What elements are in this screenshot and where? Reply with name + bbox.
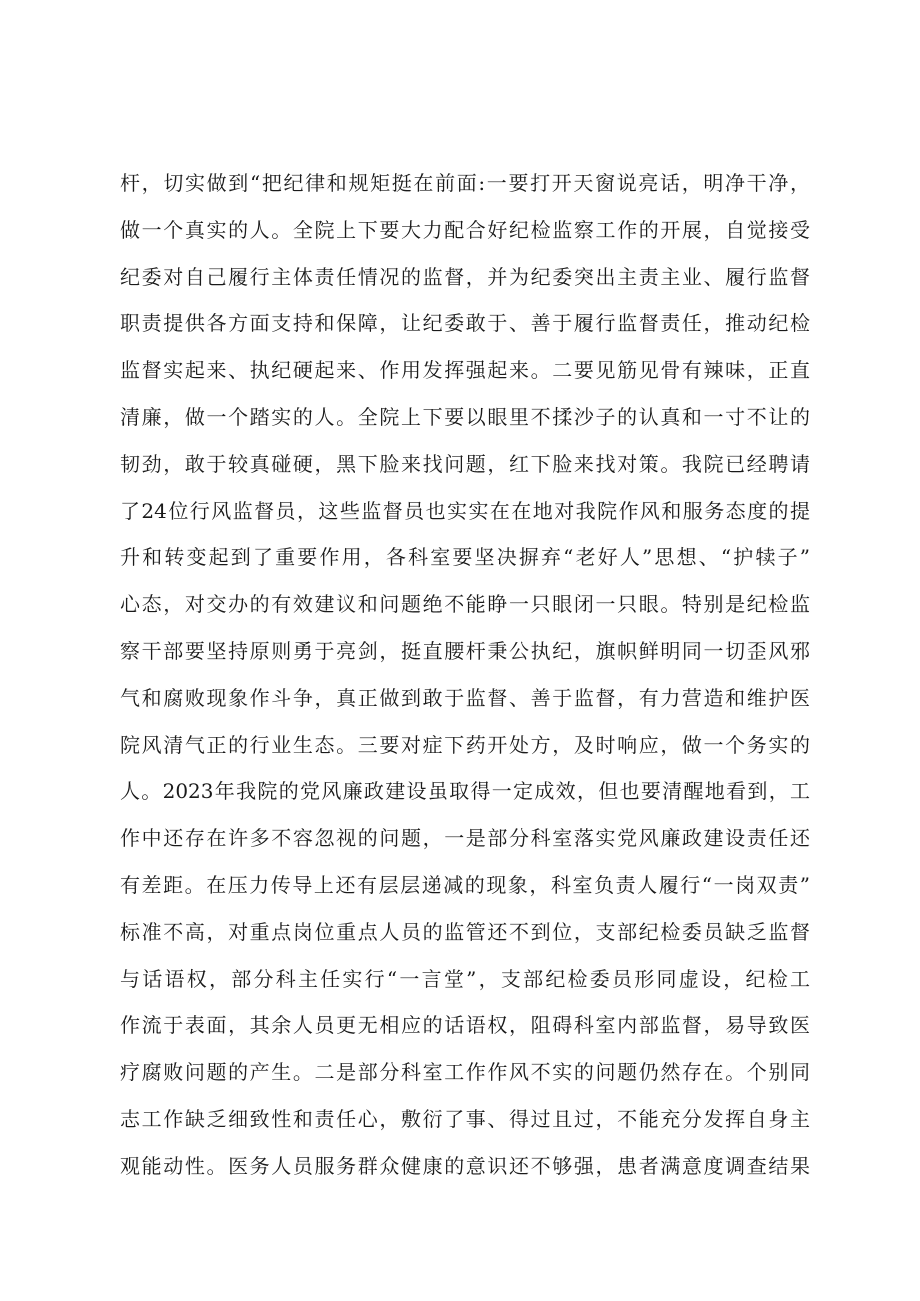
text-line: 院风清气正的行业生态。三要对症下药开处方，及时响应，做一个务实的 <box>120 732 810 757</box>
text-line: 心态，对交办的有效建议和问题绝不能睁一只眼闭一只眼。特别是纪检监 <box>120 592 810 617</box>
text-line: 人。2023年我院的党风廉政建设虽取得一定成效，但也要清醒地看到，工 <box>120 779 810 804</box>
text-line: 观能动性。医务人员服务群众健康的意识还不够强，患者满意度调查结果 <box>120 1153 810 1178</box>
text-line: 作流于表面，其余人员更无相应的话语权，阻碍科室内部监督，易导致医 <box>120 1013 810 1038</box>
text-line: 纪委对自己履行主体责任情况的监督，并为纪委突出主责主业、履行监督 <box>120 264 810 289</box>
text-line: 杆，切实做到“把纪律和规矩挺在前面:一要打开天窗说亮话，明净干净， <box>120 171 810 195</box>
text-line: 与话语权，部分科主任实行“一言堂”，支部纪检委员形同虚设，纪检工 <box>120 966 810 991</box>
text-line: 监督实起来、执纪硬起来、作用发挥强起来。二要见筋见骨有辣味，正直 <box>120 358 810 383</box>
text-line: 标准不高，对重点岗位重点人员的监管还不到位，支部纪检委员缺乏监督 <box>120 919 810 944</box>
text-line: 气和腐败现象作斗争，真正做到敢于监督、善于监督，有力营造和维护医 <box>120 685 810 710</box>
text-line: 做一个真实的人。全院上下要大力配合好纪检监察工作的开展，自觉接受 <box>120 217 810 242</box>
text-line: 作中还存在许多不容忽视的问题，一是部分科室落实党风廉政建设责任还 <box>120 826 810 851</box>
body-text <box>120 160 810 1190</box>
text-line: 职责提供各方面支持和保障，让纪委敢于、善于履行监督责任，推动纪检 <box>120 311 810 336</box>
text-line: 韧劲，敢于较真碰硬，黑下脸来找问题，红下脸来找对策。我院已经聘请 <box>120 451 810 476</box>
text-line: 志工作缺乏细致性和责任心，敷衍了事、得过且过，不能充分发挥自身主 <box>120 1106 810 1131</box>
text-line: 察干部要坚持原则勇于亮剑，挺直腰杆秉公执纪，旗帜鲜明同一切歪风邪 <box>120 638 810 663</box>
text-line: 清廉，做一个踏实的人。全院上下要以眼里不揉沙子的认真和一寸不让的 <box>120 404 810 429</box>
text-line: 有差距。在压力传导上还有层层递减的现象，科室负责人履行“一岗双责” <box>120 872 810 897</box>
text-line: 升和转变起到了重要作用，各科室要坚决摒弃“老好人”思想、“护犊子” <box>120 545 810 570</box>
text-line: 疗腐败问题的产生。二是部分科室工作作风不实的问题仍然存在。个别同 <box>120 1060 810 1085</box>
text-line: 了24位行风监督员，这些监督员也实实在在地对我院作风和服务态度的提 <box>120 498 810 523</box>
